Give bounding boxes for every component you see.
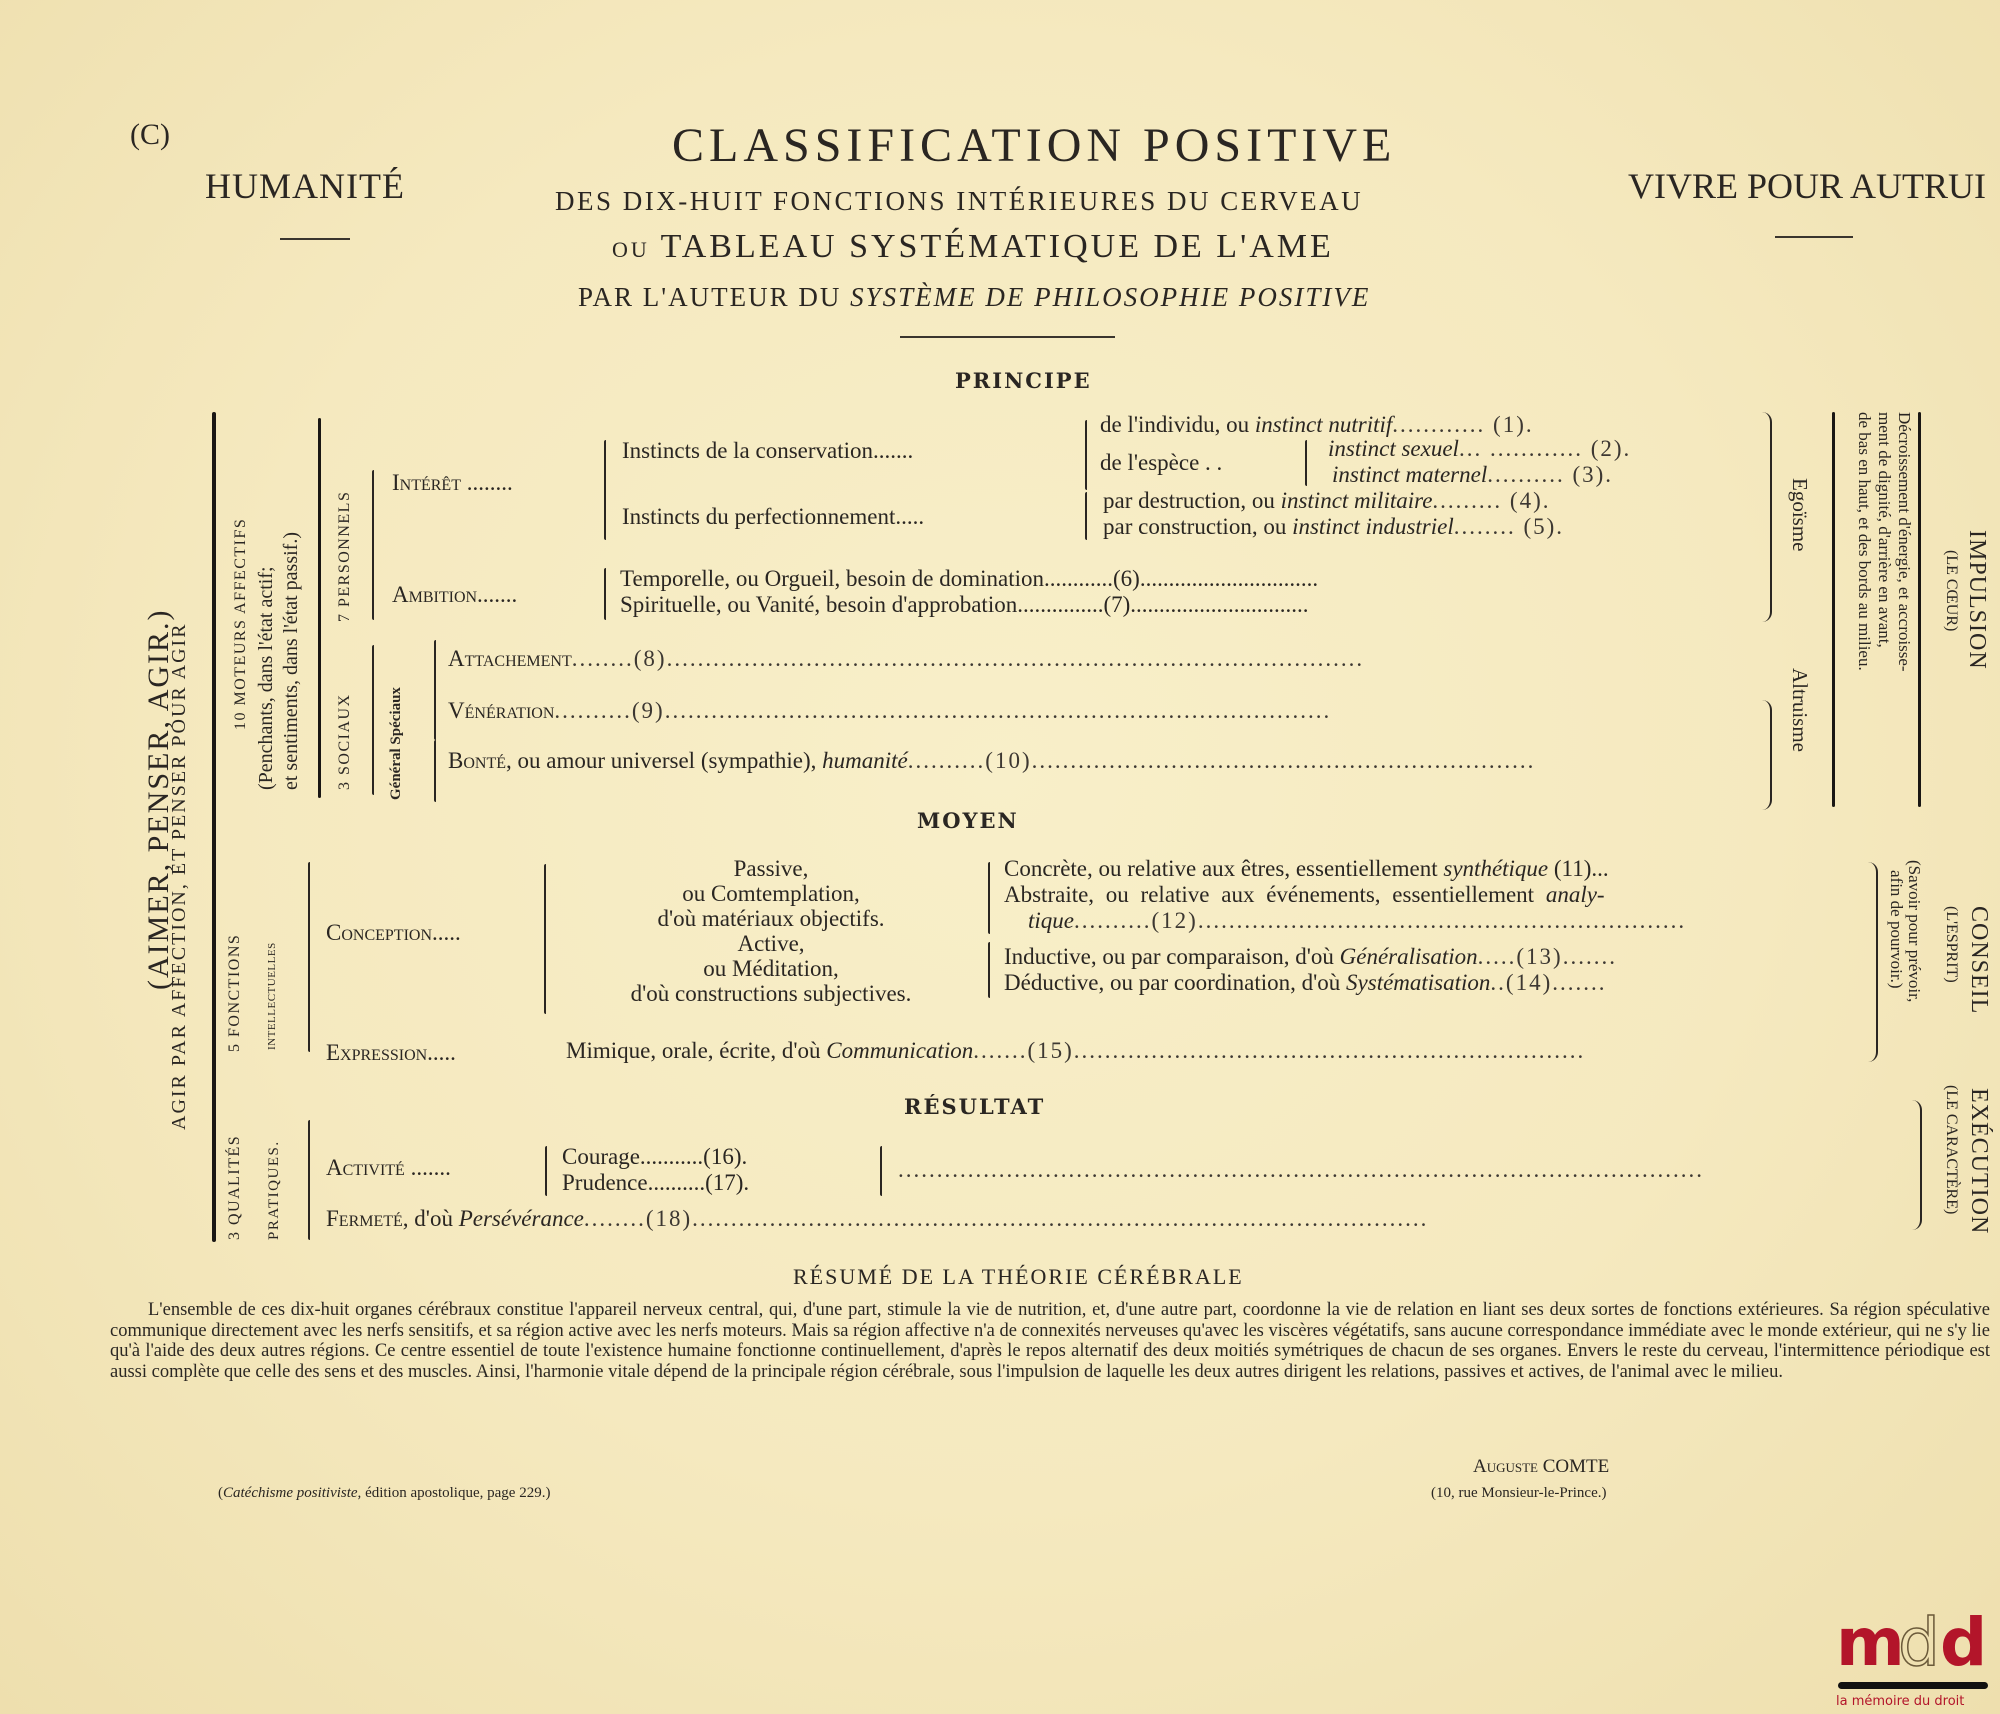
- organ-9: [448, 698, 1331, 724]
- sociaux-brace: [372, 645, 374, 795]
- savoir-line1: (Savoir pour prévoir,: [1905, 860, 1924, 1003]
- egoisme-label: Egoïsme: [1788, 478, 1812, 552]
- label-activite: Activité .......: [326, 1155, 451, 1180]
- label-ambition: Ambition.......: [392, 582, 518, 607]
- organ-9-name: Vénération: [448, 698, 555, 723]
- organ-10-name: Bonté,: [448, 748, 512, 773]
- personnels-label: 7 PERSONNELS: [336, 490, 353, 622]
- decroissement-line3: de bas en haut, et des bords au milieu.: [1855, 412, 1874, 671]
- left-motto-rule: [280, 238, 350, 240]
- active-line3: d'où constructions subjectives.: [630, 981, 912, 1006]
- organ-11: [1004, 856, 1609, 882]
- organ-12-name: analy-: [1545, 882, 1605, 907]
- plate-marker: (C): [130, 118, 170, 151]
- organ-11-desc: Concrète, ou relative aux êtres, essentiellement: [1004, 856, 1438, 881]
- section-resultat: RÉSULTAT: [904, 1094, 1046, 1119]
- espece-label: de l'espèce . .: [1100, 450, 1223, 475]
- ambition-brace: [604, 568, 606, 620]
- summary-paragraph: L'ensemble de ces dix-huit organes cérébraux constitue l'appareil nerveux central, qui, d'une part, stimule la vie de nutrition, et, d'une autre part, coordonne la vie de relation en liant ses deux sortes de fonctions extérieures. Sa région spéculative communique directement avec les nerfs sensitifs, et sa région active avec les nerfs moteurs. Mais sa région affective n'a de connexités nerveuses qu'avec les viscères végétatifs, sans aucune correspondance immédiate avec le monde extérieur, qui ne s'y lie qu'à l'aide des deux autres régions. Ce centre essentiel de toute l'existence humaine fonctionne continuellement, d'après le repos alternatif des deux moitiés symétriques de chacun de ses organes. Envers le reste du cerveau, l'intermittence périodique est aussi complète que celle des sens et des muscles. Ainsi, l'harmonie vitale dépend de la principale région cérébrale, sous l'impulsion de laquelle les deux autres dirigent les relations, passives et actives, de l'animal avec le milieu.: [110, 1300, 1990, 1382]
- subtitle-functions: DES DIX-HUIT FONCTIONS INTÉRIEURES DU CERVEAU: [555, 186, 1364, 216]
- altruisme-brace: [1762, 700, 1772, 810]
- organ-17: Prudence..........(17).: [562, 1170, 750, 1195]
- source-title: Catéchisme positiviste,: [223, 1485, 362, 1501]
- organ-4-prefix: par destruction, ou: [1103, 488, 1275, 513]
- author-address: (10, rue Monsieur-le-Prince.): [1431, 1485, 1607, 1501]
- execution-brace: [1912, 1100, 1922, 1230]
- interet-brace: [604, 440, 606, 540]
- organ-13-name: Généralisation: [1339, 944, 1478, 969]
- source-citation: (Catéchisme positiviste, édition apostolique, page 229.): [218, 1485, 551, 1501]
- decroissement-line1: Décroissement d'énergie, et accroisse-: [1895, 412, 1914, 672]
- organ-16: Courage...........(16).: [562, 1144, 748, 1169]
- subtitle-author-work: SYSTÈME DE PHILOSOPHIE POSITIVE: [850, 282, 1371, 312]
- organ-1-prefix: de l'individu, ou: [1100, 412, 1250, 437]
- organ-10-number: ..........(10).................................................................: [907, 748, 1536, 773]
- execution-label: EXÉCUTION: [1966, 1088, 1992, 1235]
- organ-18-mid: d'où: [414, 1206, 453, 1231]
- organ-18-number: ........(18)...............................................................................................: [583, 1206, 1429, 1231]
- lesprit-label: (L'ESPRIT): [1943, 906, 1960, 983]
- organ-4-number: ......... (4).: [1432, 488, 1551, 513]
- organ-13-number: .....(13).......: [1477, 944, 1617, 969]
- passive-line3: d'où matériaux objectifs.: [657, 906, 885, 931]
- active-line1: Active,: [737, 931, 805, 956]
- passive-line1: Passive,: [733, 856, 809, 881]
- organ-14-number: ..(14).......: [1490, 970, 1607, 995]
- organ-18: [326, 1206, 1428, 1232]
- organ-1: [1100, 412, 1534, 438]
- label-expression: Expression.....: [326, 1040, 456, 1065]
- egoisme-brace: [1762, 412, 1772, 622]
- altruisme-label: Altruisme: [1788, 668, 1812, 752]
- left-motto: HUMANITÉ: [205, 166, 405, 206]
- organ-10-desc: ou amour universel (sympathie),: [517, 748, 817, 773]
- author-name: Auguste COMTE: [1473, 1456, 1610, 1477]
- organ-5-name: instinct industriel: [1292, 514, 1454, 539]
- caractere-label: (LE CARACTÈRE): [1943, 1085, 1960, 1215]
- organ-8-number: ........(8)..........................................................................................: [571, 646, 1365, 671]
- impulsion-brace-bar: [1832, 412, 1835, 807]
- source-details: édition apostolique, page 229.: [365, 1485, 546, 1501]
- organ-1-number: ............ (1).: [1392, 412, 1534, 437]
- mdd-logo-icon: [1836, 1605, 1996, 1675]
- organ-9-number: ..........(9)......................................................................................: [554, 698, 1332, 723]
- personnels-brace: [372, 470, 374, 620]
- affective-sub1: (Penchants, dans l'état actif;: [255, 566, 277, 790]
- organ-15-desc: Mimique, orale, écrite, d'où: [566, 1038, 821, 1063]
- organ-12-desc: Abstraite, ou relative aux événements, essentiellement: [1004, 882, 1535, 907]
- activite-dots: ........................................................................................................: [898, 1157, 1704, 1182]
- organ-14: [1004, 970, 1607, 996]
- sociaux-label: 3 SOCIAUX: [336, 693, 353, 790]
- general-brace: [434, 740, 436, 802]
- summary-title: RÉSUMÉ DE LA THÉORIE CÉRÉBRALE: [793, 1264, 1244, 1289]
- svg-text:d: d: [1940, 1605, 1988, 1675]
- main-brace-bar: [212, 412, 216, 1242]
- label-interet: Intérêt ........: [392, 470, 513, 495]
- logo-tagline: la mémoire du droit: [1836, 1694, 1965, 1709]
- organ-18-label: Fermeté,: [326, 1206, 409, 1231]
- subtitle-author-prefix: PAR L'AUTEUR DU: [578, 282, 842, 312]
- organ-15: [566, 1038, 1585, 1064]
- le-coeur-label: (LE CŒUR): [1943, 550, 1960, 632]
- subtitle-tableau: [612, 228, 1334, 266]
- organ-15-number: .......(15)..................................................................: [973, 1038, 1586, 1063]
- title-rule: [900, 336, 1115, 338]
- conception-brace: [544, 864, 546, 1014]
- organ-5-number: ........ (5).: [1453, 514, 1565, 539]
- organ-10: [448, 748, 1535, 774]
- impulsion-label: IMPULSION: [1964, 530, 1990, 670]
- organ-10-humanite: humanité: [822, 748, 908, 773]
- subtitle-author: [578, 282, 1370, 313]
- outer-motto: (AIMER, PENSER, AGIR.): [142, 608, 175, 990]
- practical-sub: PRATIQUES.: [266, 1140, 282, 1240]
- affective-brace-bar: [318, 418, 321, 798]
- speciaux-brace: [434, 640, 436, 740]
- intellectual-sub: INTELLECTUELLES: [266, 942, 278, 1050]
- decroissement-brace-bar: [1918, 412, 1921, 807]
- active-brace: [988, 942, 990, 998]
- section-moyen: MOYEN: [917, 808, 1019, 833]
- organ-8: [448, 646, 1364, 672]
- organ-3: [1332, 462, 1613, 488]
- conseil-brace: [1868, 862, 1878, 1062]
- organ-2-name: instinct sexuel: [1328, 436, 1459, 461]
- organ-15-name: Communication: [826, 1038, 974, 1063]
- organ-5-prefix: par construction, ou: [1103, 514, 1287, 539]
- conservation-brace: [1085, 420, 1087, 490]
- organ-6: Temporelle, ou Orgueil, besoin de domination............(6)...............................: [620, 566, 1319, 591]
- instincts-conservation: Instincts de la conservation.......: [622, 438, 914, 463]
- organ-14-name: Systématisation: [1346, 970, 1491, 995]
- passive-line2: ou Comtemplation,: [682, 881, 860, 906]
- svg-text:m: m: [1836, 1605, 1905, 1675]
- organ-11-name: synthétique: [1443, 856, 1549, 881]
- affective-title: 10 MOTEURS AFFECTIFS: [232, 517, 249, 730]
- right-motto: VIVRE POUR AUTRUI: [1628, 166, 1987, 206]
- page-title: CLASSIFICATION POSITIVE: [672, 119, 1397, 172]
- courage-prudence-brace: [880, 1146, 882, 1196]
- savoir-line2: afin de pourvoir.): [1887, 870, 1906, 989]
- instincts-perfectionnement: Instincts du perfectionnement.....: [622, 504, 925, 529]
- decroissement-line2: ment de dignité, d'arrière en avant,: [1875, 412, 1894, 648]
- active-line2: ou Méditation,: [703, 956, 839, 981]
- organ-14-desc: Déductive, ou par coordination, d'où: [1004, 970, 1341, 995]
- organ-7: Spirituelle, ou Vanité, besoin d'approbation...............(7)...............................: [620, 592, 1309, 617]
- passive-block: [566, 856, 976, 1006]
- organ-4: [1103, 488, 1551, 514]
- activite-brace: [545, 1146, 547, 1196]
- svg-text:d: d: [1898, 1605, 1940, 1675]
- organ-3-name: instinct maternel: [1332, 462, 1488, 487]
- subtitle-tableau-text: TABLEAU SYSTÉMATIQUE DE L'AME: [660, 228, 1334, 265]
- organ-13: [1004, 944, 1617, 970]
- organ-1-name: instinct nutritif: [1254, 412, 1393, 437]
- mdd-logo: [1836, 1605, 1996, 1710]
- logo-rule: [1838, 1682, 1988, 1689]
- organ-18-name: Persévérance: [458, 1206, 584, 1231]
- intellectual-title: 5 FONCTIONS: [226, 933, 243, 1052]
- organ-12-number: ..........(12)...............................................................: [1074, 908, 1687, 933]
- label-conception: Conception.....: [326, 920, 461, 945]
- organ-2: [1328, 436, 1631, 462]
- practical-brace: [308, 1120, 310, 1240]
- practical-title: 3 QUALITÉS: [226, 1134, 243, 1240]
- organ-12: [1004, 882, 1605, 908]
- section-principe: PRINCIPE: [955, 368, 1092, 393]
- subtitle-ou: OU: [612, 237, 650, 262]
- organ-5: [1103, 514, 1564, 540]
- organ-11-number: (11)...: [1553, 856, 1609, 881]
- conseil-label: CONSEIL: [1966, 906, 1992, 1015]
- organ-12-cont: [1028, 908, 1686, 934]
- organ-2-number: ... ............ (2).: [1458, 436, 1632, 461]
- outer-motto-2: AGIR PAR AFFECTION, ET PENSER POUR AGIR: [168, 622, 190, 1130]
- general-speciaux-label: Général Spéciaux: [388, 687, 404, 800]
- espece-brace: [1305, 440, 1307, 486]
- organ-12-name-cont: tique: [1028, 908, 1074, 933]
- organ-13-desc: Inductive, ou par comparaison, d'où: [1004, 944, 1334, 969]
- right-motto-rule: [1775, 236, 1853, 238]
- passive-brace: [988, 862, 990, 934]
- organ-4-name: instinct militaire: [1280, 488, 1433, 513]
- intellectual-brace: [308, 862, 310, 1052]
- affective-sub2: et sentiments, dans l'état passif.): [280, 532, 302, 790]
- organ-3-number: .......... (3).: [1487, 462, 1614, 487]
- organ-8-name: Attachement: [448, 646, 572, 671]
- perfectionnement-brace: [1085, 492, 1087, 540]
